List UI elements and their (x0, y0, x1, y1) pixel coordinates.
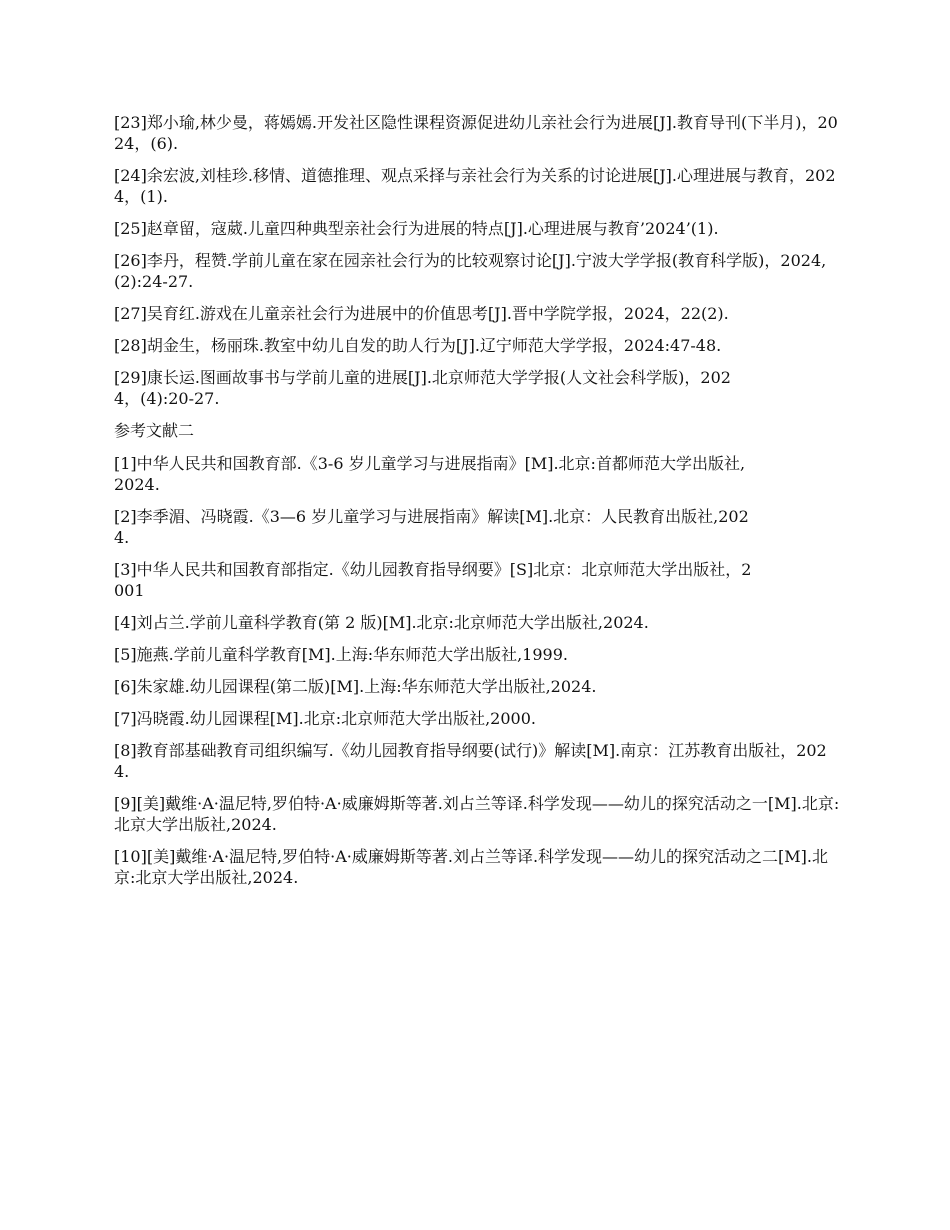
reference-27: [27]吴育红.游戏在儿童亲社会行为进展中的价值思考[J].晋中学院学报，2024，22(2). (114, 304, 729, 323)
reference-4: [4]刘占兰.学前儿童科学教育(第 2 版)[M].北京:北京师范大学出版社,2024. (114, 613, 649, 632)
reference-9: [9][美]戴维·A·温尼特,罗伯特·A·威廉姆斯等著.刘占兰等译.科学发现——幼儿的探究活动之一[M].北京:北京大学出版社,2024. (114, 794, 840, 834)
reference-23: [23]郑小瑜,林少曼，蒋嫣嫣.开发社区隐性课程资源促进幼儿亲社会行为进展[J].教育导刊(下半月)，2024，(6). (114, 113, 838, 153)
reference-8: [8]教育部基础教育司组织编写.《幼儿园教育指导纲要(试行)》解读[M].南京：江苏教育出版社，2024. (114, 741, 827, 781)
section-heading: 参考文献二 (114, 421, 195, 440)
reference-24: [24]余宏波,刘桂珍.移情、道德推理、观点采择与亲社会行为关系的讨论进展[J].心理进展与教育，2024，(1). (114, 166, 836, 206)
reference-5: [5]施燕.学前儿童科学教育[M].上海:华东师范大学出版社,1999. (114, 645, 568, 664)
document-page (114, 112, 840, 899)
reference-25: [25]赵章留，寇葳.儿童四种典型亲社会行为进展的特点[J].心理进展与教育’2024’(1). (114, 219, 719, 238)
reference-3: [3]中华人民共和国教育部指定.《幼儿园教育指导纲要》[S]北京：北京师范大学出版社，2001 (114, 560, 752, 600)
reference-28: [28]胡金生，杨丽珠.教室中幼儿自发的助人行为[J].辽宁师范大学学报，2024:47-48. (114, 336, 722, 355)
reference-29: [29]康长运.图画故事书与学前儿童的进展[J].北京师范大学学报(人文社会科学版)，2024，(4):20-27. (114, 368, 731, 408)
reference-26: [26]李丹，程赞.学前儿童在家在园亲社会行为的比较观察讨论[J].宁波大学学报(教育科学版)，2024,(2):24-27. (114, 251, 827, 291)
reference-7: [7]冯晓霞.幼儿园课程[M].北京:北京师范大学出版社,2000. (114, 709, 536, 728)
reference-1: [1]中华人民共和国教育部.《3-6 岁儿童学习与进展指南》[M].北京:首都师范大学出版社,2024. (114, 454, 746, 494)
reference-2: [2]李季湄、冯晓霞.《3—6 岁儿童学习与进展指南》解读[M].北京：人民教育出版社,2024. (114, 507, 749, 547)
reference-6: [6]朱家雄.幼儿园课程(第二版)[M].上海:华东师范大学出版社,2024. (114, 677, 597, 696)
reference-10: [10][美]戴维·A·温尼特,罗伯特·A·威廉姆斯等著.刘占兰等译.科学发现——幼儿的探究活动之二[M].北京:北京大学出版社,2024. (114, 847, 828, 887)
